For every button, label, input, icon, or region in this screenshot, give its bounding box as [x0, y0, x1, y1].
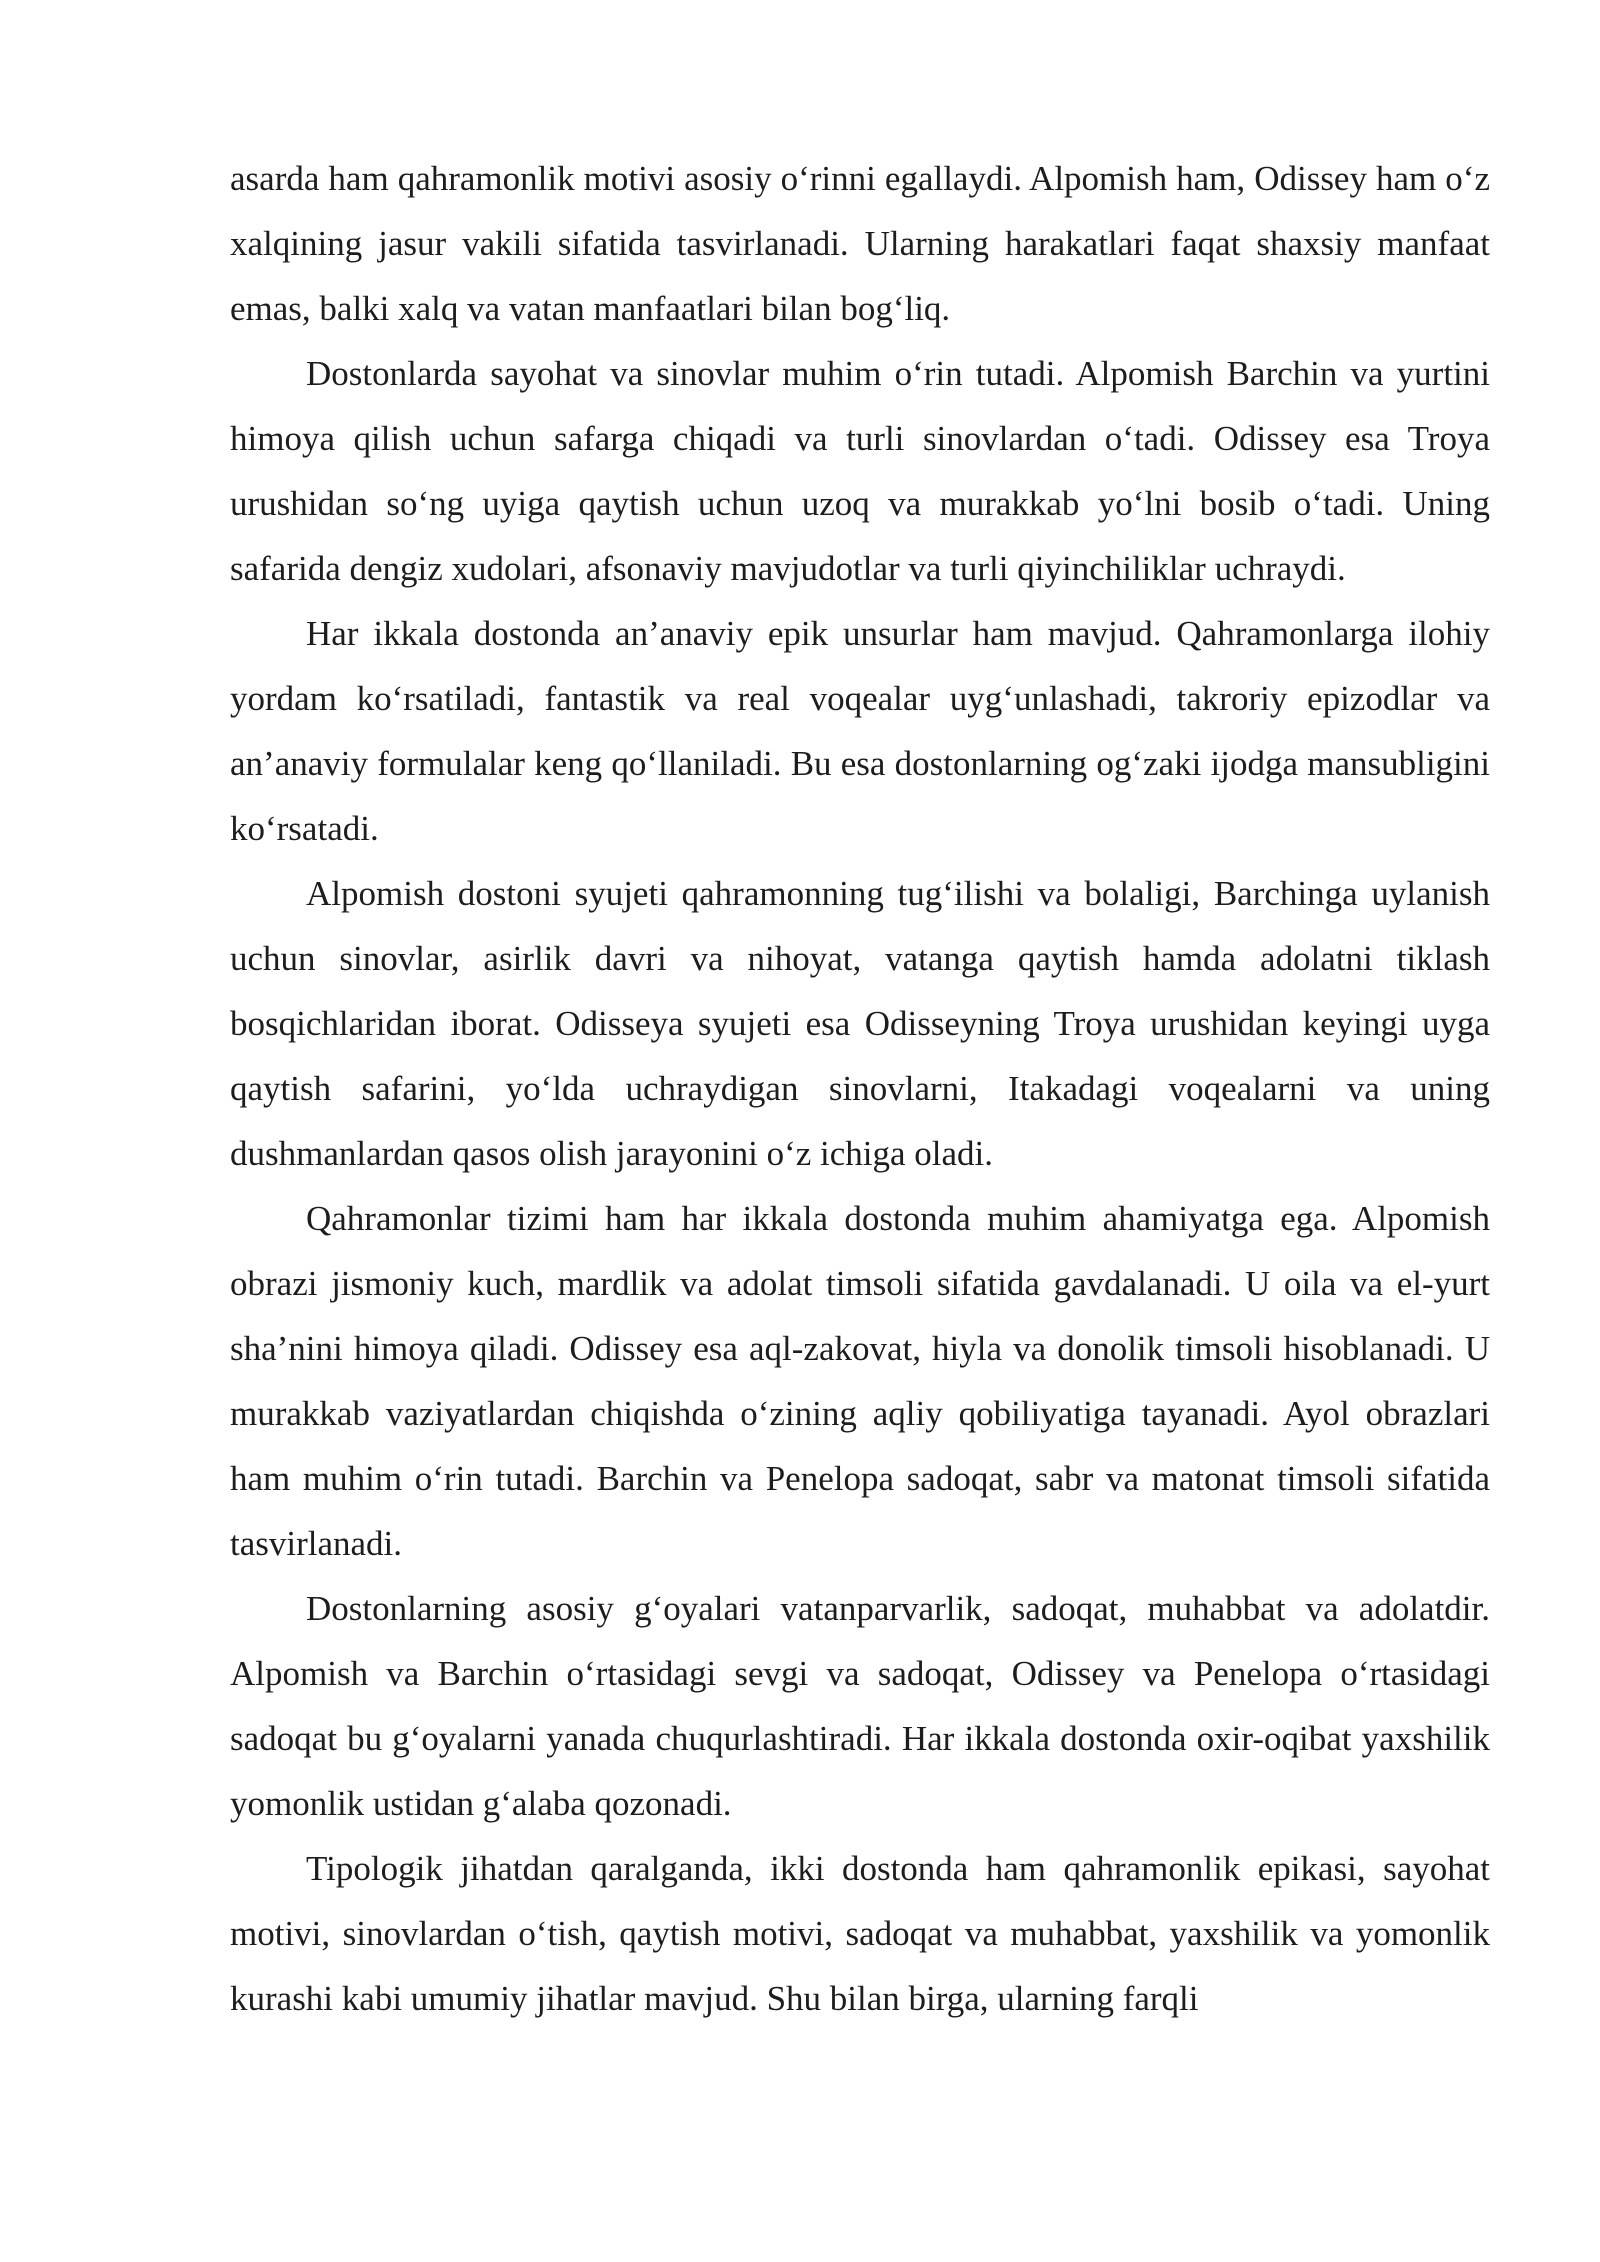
paragraph: Qahramonlar tizimi ham har ikkala dostonda muhim ahamiyatga ega. Alpomish obrazi jismoniy kuch, mardlik va adolat timsoli sifatida gavdalanadi. U oila va el-yurt sha’nini himoya qiladi. Odissey esa aql-zakovat, hiyla va donolik timsoli hisoblanadi. U murakkab vaziyatlardan chiqishda o‘zining aqliy qobiliyatiga tayanadi. Ayol obrazlari ham muhim o‘rin tutadi. Barchin va Penelopa sadoqat, sabr va matonat timsoli sifatida tasvirlanadi.: [230, 1199, 1490, 1563]
paragraph: Dostonlarning asosiy g‘oyalari vatanparvarlik, sadoqat, muhabbat va adolatdir. Alpomish va Barchin o‘rtasidagi sevgi va sadoqat, Odissey va Penelopa o‘rtasidagi sadoqat bu g‘oyalarni yanada chuqurlashtiradi. Har ikkala dostonda oxir-oqibat yaxshilik yomonlik ustidan g‘alaba qozonadi.: [230, 1589, 1490, 1823]
paragraph: Alpomish dostoni syujeti qahramonning tug‘ilishi va bolaligi, Barchinga uylanish uchun sinovlar, asirlik davri va nihoyat, vatanga qaytish hamda adolatni tiklash bosqichlaridan iborat. Odisseya syujeti esa Odisseyning Troya urushidan keyingi uyga qaytish safarini, yo‘lda uchraydigan sinovlarni, Itakadagi voqealarni va uning dushmanlardan qasos olish jarayonini o‘z ichiga oladi.: [230, 874, 1490, 1173]
paragraph: Dostonlarda sayohat va sinovlar muhim o‘rin tutadi. Alpomish Barchin va yurtini himoya qilish uchun safarga chiqadi va turli sinovlardan o‘tadi. Odissey esa Troya urushidan so‘ng uyiga qaytish uchun uzoq va murakkab yo‘lni bosib o‘tadi. Uning safarida dengiz xudolari, afsonaviy mavjudotlar va turli qiyinchiliklar uchraydi.: [230, 354, 1490, 588]
paragraph: Tipologik jihatdan qaralganda, ikki dostonda ham qahramonlik epikasi, sayohat motivi, sinovlardan o‘tish, qaytish motivi, sadoqat va muhabbat, yaxshilik va yomonlik kurashi kabi umumiy jihatlar mavjud. Shu bilan birga, ularning farqli: [230, 1849, 1490, 2018]
body-text: [230, 146, 1490, 2031]
paragraph: asarda ham qahramonlik motivi asosiy o‘rinni egallaydi. Alpomish ham, Odissey ham o‘z xalqining jasur vakili sifatida tasvirlanadi. Ularning harakatlari faqat shaxsiy manfaat emas, balki xalq va vatan manfaatlari bilan bog‘liq.: [230, 159, 1490, 328]
paragraph: Har ikkala dostonda an’anaviy epik unsurlar ham mavjud. Qahramonlarga ilohiy yordam ko‘rsatiladi, fantastik va real voqealar uyg‘unlashadi, takroriy epizodlar va an’anaviy formulalar keng qo‘llaniladi. Bu esa dostonlarning og‘zaki ijodga mansubligini ko‘rsatadi.: [230, 614, 1490, 848]
